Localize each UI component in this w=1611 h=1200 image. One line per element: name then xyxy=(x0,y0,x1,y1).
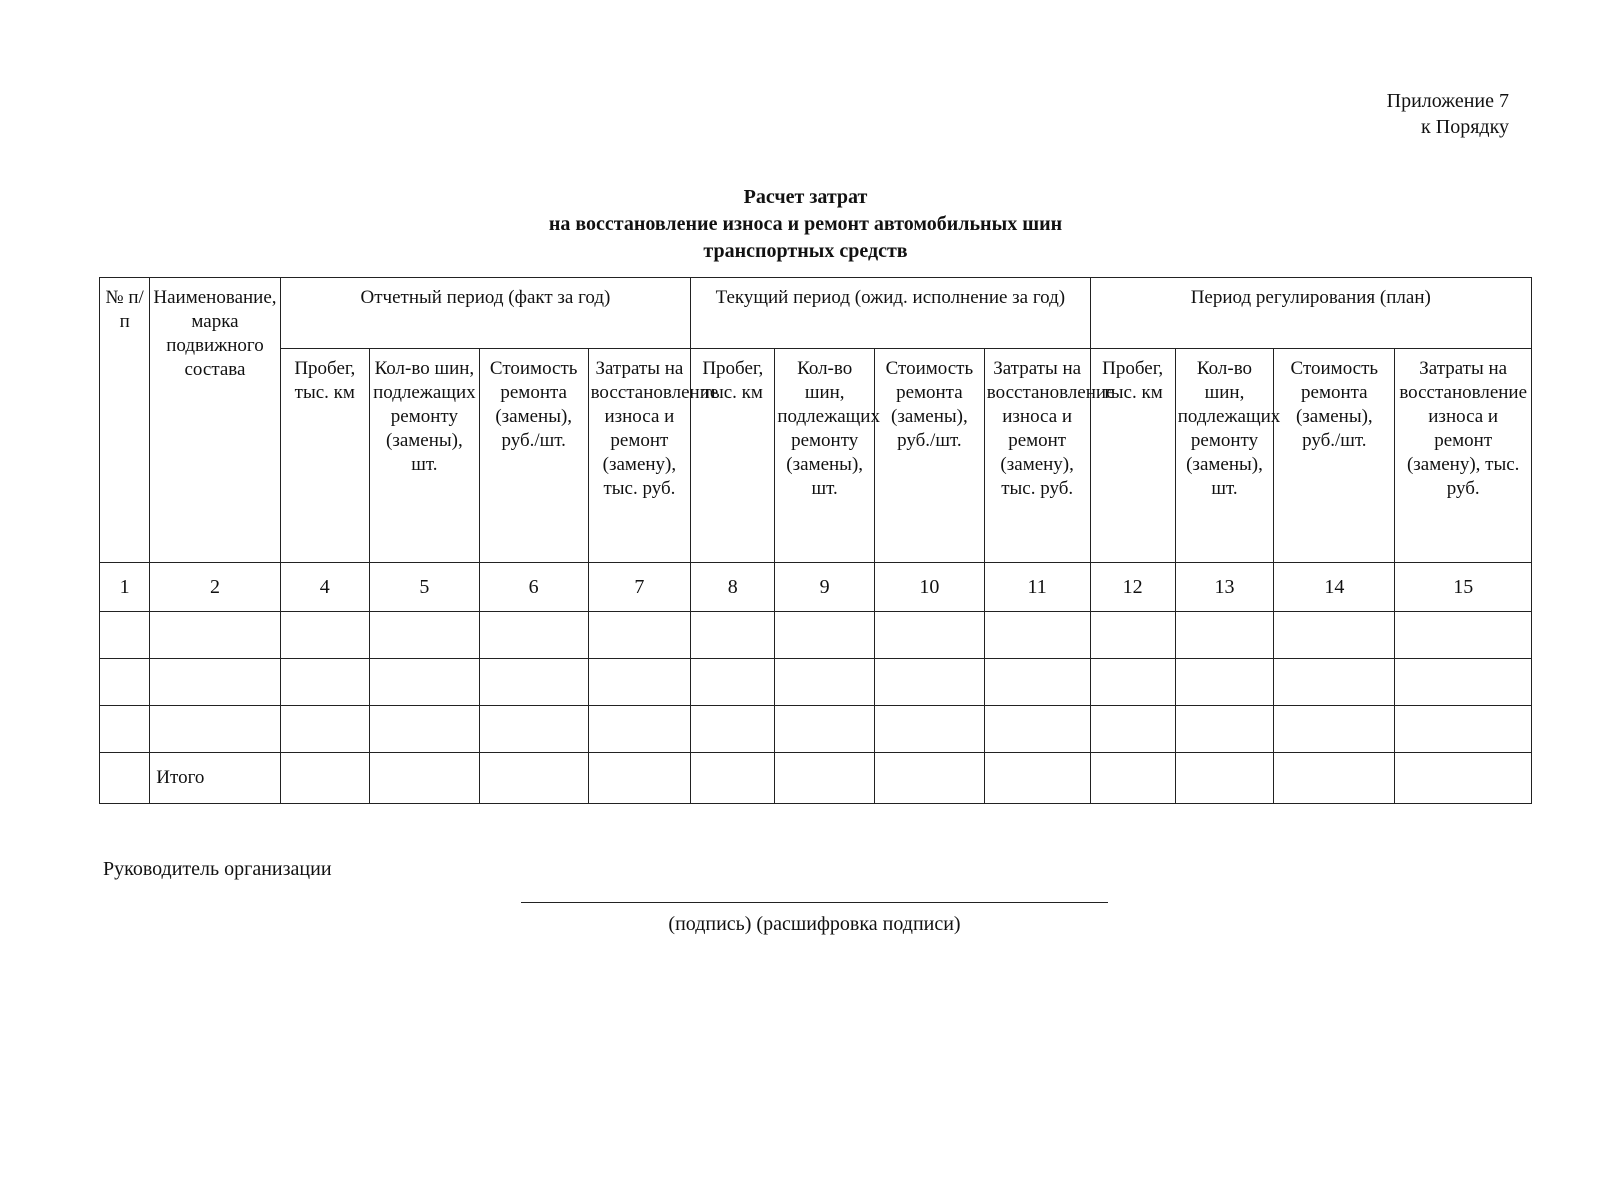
empty-cell[interactable] xyxy=(1274,706,1395,753)
empty-cell[interactable] xyxy=(1274,753,1395,804)
table-row xyxy=(100,659,1532,706)
table-row xyxy=(100,706,1532,753)
empty-cell[interactable] xyxy=(369,753,479,804)
empty-cell[interactable] xyxy=(1395,753,1532,804)
empty-cell[interactable] xyxy=(150,706,280,753)
organization-head-label: Руководитель организации xyxy=(103,858,332,880)
table-row xyxy=(100,612,1532,659)
header-row-subcolumns xyxy=(100,349,1532,563)
empty-cell[interactable] xyxy=(1395,659,1532,706)
empty-cell[interactable] xyxy=(1395,612,1532,659)
empty-cell[interactable] xyxy=(874,659,984,706)
empty-cell[interactable] xyxy=(479,706,588,753)
header-repair-cost-current: Стоимость ремонта (замены), руб./шт. xyxy=(874,349,984,563)
title-line-2: на восстановление износа и ремонт автомобильных шин xyxy=(548,213,1063,235)
empty-cell[interactable] xyxy=(775,659,875,706)
column-number: 1 xyxy=(100,563,150,612)
header-tires-count-regulation: Кол-во шин, подлежащих ремонту (замены), шт. xyxy=(1175,349,1274,563)
header-repair-cost-reporting: Стоимость ремонта (замены), руб./шт. xyxy=(479,349,588,563)
appendix-note xyxy=(1387,88,1509,140)
empty-cell[interactable] xyxy=(691,753,775,804)
empty-cell[interactable] xyxy=(1090,659,1175,706)
empty-cell[interactable] xyxy=(775,612,875,659)
empty-cell[interactable] xyxy=(984,612,1090,659)
column-number: 14 xyxy=(1274,563,1395,612)
column-number: 4 xyxy=(280,563,369,612)
empty-cell[interactable] xyxy=(280,659,369,706)
column-number: 2 xyxy=(150,563,280,612)
empty-cell[interactable] xyxy=(691,706,775,753)
empty-cell[interactable] xyxy=(1274,659,1395,706)
title-line-3: транспортных средств xyxy=(703,240,908,262)
empty-cell[interactable] xyxy=(100,659,150,706)
header-mileage-reporting: Пробег, тыс. км xyxy=(280,349,369,563)
title-line-1: Расчет затрат xyxy=(743,186,868,208)
header-group-regulation: Период регулирования (план) xyxy=(1090,278,1531,349)
empty-cell[interactable] xyxy=(150,612,280,659)
empty-cell[interactable] xyxy=(588,706,691,753)
empty-cell[interactable] xyxy=(100,706,150,753)
header-mileage-regulation: Пробег, тыс. км xyxy=(1090,349,1175,563)
appendix-number: Приложение 7 xyxy=(1386,90,1509,112)
empty-cell[interactable] xyxy=(874,753,984,804)
column-number: 6 xyxy=(479,563,588,612)
column-number: 9 xyxy=(775,563,875,612)
header-group-current: Текущий период (ожид. исполнение за год) xyxy=(691,278,1090,349)
appendix-reference: к Порядку xyxy=(1421,116,1509,138)
header-row-groups xyxy=(100,278,1532,349)
header-tires-count-reporting: Кол-во шин, подлежащих ремонту (замены), шт. xyxy=(369,349,479,563)
empty-cell[interactable] xyxy=(479,753,588,804)
empty-cell[interactable] xyxy=(280,753,369,804)
total-row xyxy=(100,753,1532,804)
column-number: 15 xyxy=(1395,563,1532,612)
empty-cell[interactable] xyxy=(691,612,775,659)
empty-cell[interactable] xyxy=(775,753,875,804)
empty-cell[interactable] xyxy=(479,659,588,706)
header-tires-count-current: Кол-во шин, подлежащих ремонту (замены), шт. xyxy=(775,349,875,563)
column-number: 7 xyxy=(588,563,691,612)
empty-cell[interactable] xyxy=(1395,706,1532,753)
empty-cell[interactable] xyxy=(100,753,150,804)
empty-cell[interactable] xyxy=(874,706,984,753)
empty-cell[interactable] xyxy=(369,612,479,659)
empty-cell[interactable] xyxy=(1175,706,1274,753)
empty-cell[interactable] xyxy=(280,706,369,753)
empty-cell[interactable] xyxy=(691,659,775,706)
column-number: 12 xyxy=(1090,563,1175,612)
document-title xyxy=(0,184,1611,265)
empty-cell[interactable] xyxy=(369,706,479,753)
column-number: 11 xyxy=(984,563,1090,612)
empty-cell[interactable] xyxy=(1175,659,1274,706)
header-name: Наименование, марка подвижного состава xyxy=(150,278,280,563)
empty-cell[interactable] xyxy=(984,659,1090,706)
empty-cell[interactable] xyxy=(369,659,479,706)
empty-cell[interactable] xyxy=(1090,706,1175,753)
empty-cell[interactable] xyxy=(984,706,1090,753)
header-group-reporting: Отчетный период (факт за год) xyxy=(280,278,691,349)
signature-caption: (подпись) (расшифровка подписи) xyxy=(668,913,961,935)
header-mileage-current: Пробег, тыс. км xyxy=(691,349,775,563)
empty-cell[interactable] xyxy=(150,659,280,706)
column-number: 13 xyxy=(1175,563,1274,612)
empty-cell[interactable] xyxy=(479,612,588,659)
header-expenses-current: Затраты на восстановление износа и ремонт (замену), тыс. руб. xyxy=(984,349,1090,563)
cost-table xyxy=(99,277,1532,804)
empty-cell[interactable] xyxy=(1175,612,1274,659)
empty-cell[interactable] xyxy=(1090,612,1175,659)
empty-cell[interactable] xyxy=(588,612,691,659)
header-repair-cost-regulation: Стоимость ремонта (замены), руб./шт. xyxy=(1274,349,1395,563)
empty-cell[interactable] xyxy=(588,753,691,804)
column-number: 10 xyxy=(874,563,984,612)
empty-cell[interactable] xyxy=(775,706,875,753)
signature-line xyxy=(521,902,1108,903)
column-number: 8 xyxy=(691,563,775,612)
empty-cell[interactable] xyxy=(1274,612,1395,659)
empty-cell[interactable] xyxy=(874,612,984,659)
total-label: Итого xyxy=(150,753,280,804)
empty-cell[interactable] xyxy=(100,612,150,659)
empty-cell[interactable] xyxy=(1090,753,1175,804)
header-expenses-reporting: Затраты на восстановление износа и ремонт (замену), тыс. руб. xyxy=(588,349,691,563)
empty-cell[interactable] xyxy=(984,753,1090,804)
column-number: 5 xyxy=(369,563,479,612)
empty-cell[interactable] xyxy=(1175,753,1274,804)
empty-cell[interactable] xyxy=(588,659,691,706)
empty-cell[interactable] xyxy=(280,612,369,659)
header-number: № п/п xyxy=(100,278,150,563)
column-number-row xyxy=(100,563,1532,612)
header-expenses-regulation: Затраты на восстановление износа и ремонт (замену), тыс. руб. xyxy=(1395,349,1532,563)
